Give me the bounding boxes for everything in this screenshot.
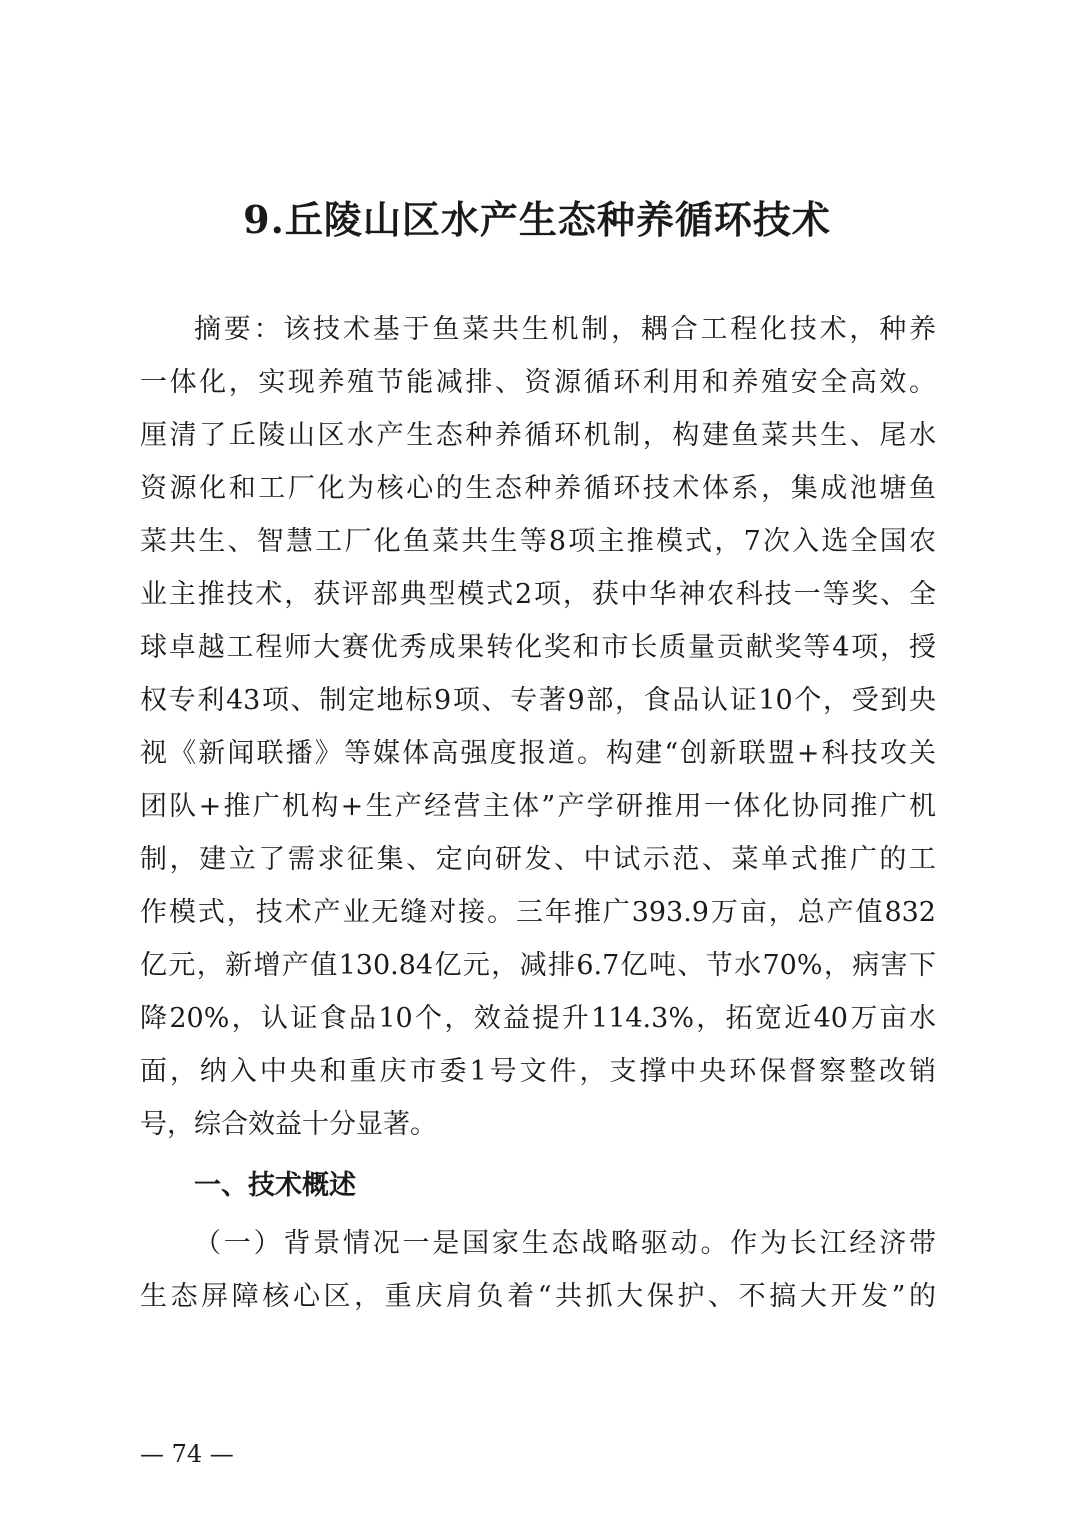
abstract-line: 摘要：该技术基于鱼菜共生机制，耦合工程化技术，种养 (194, 314, 936, 345)
abstract-line: 球卓越工程师大赛优秀成果转化奖和市长质量贡献奖等4项，授 (140, 632, 936, 663)
section-heading: 一、技术概述 (194, 1170, 356, 1201)
background-line: 生态屏障核心区，重庆肩负着“共抓大保护、不搞大开发”的 (140, 1281, 936, 1312)
abstract-line: 号，综合效益十分显著。 (140, 1109, 437, 1140)
abstract-line: 厘清了丘陵山区水产生态种养循环机制，构建鱼菜共生、尾水 (140, 420, 936, 451)
abstract-line: 亿元，新增产值130.84亿元，减排6.7亿吨、节水70%，病害下 (140, 950, 936, 981)
abstract-line: 降20%，认证食品10个，效益提升114.3%，拓宽近40万亩水 (140, 1003, 936, 1034)
abstract-line: 作模式，技术产业无缝对接。三年推广393.9万亩，总产值832 (140, 897, 936, 928)
abstract-line: 制，建立了需求征集、定向研发、中试示范、菜单式推广的工 (140, 844, 936, 875)
abstract-line: 视《新闻联播》等媒体高强度报道。构建“创新联盟+科技攻关 (140, 738, 936, 769)
abstract-line: 菜共生、智慧工厂化鱼菜共生等8项主推模式，7次入选全国农 (140, 526, 936, 557)
abstract-line: 业主推技术，获评部典型模式2项，获中华神农科技一等奖、全 (140, 579, 936, 610)
abstract-line: 一体化，实现养殖节能减排、资源循环利用和养殖安全高效。 (140, 367, 936, 398)
abstract-line: 资源化和工厂化为核心的生态种养循环技术体系，集成池塘鱼 (140, 473, 936, 504)
abstract-line: 权专利43项、制定地标9项、专著9部，食品认证10个，受到央 (140, 685, 936, 716)
page-number: — 74 — (140, 1440, 234, 1468)
background-line: （一）背景情况一是国家生态战略驱动。作为长江经济带 (194, 1228, 936, 1259)
abstract-line: 团队+推广机构+生产经营主体”产学研推用一体化协同推广机 (140, 791, 936, 822)
document-title: 9.丘陵山区水产生态种养循环技术 (243, 197, 831, 242)
abstract-line: 面，纳入中央和重庆市委1号文件，支撑中央环保督察整改销 (140, 1056, 936, 1087)
